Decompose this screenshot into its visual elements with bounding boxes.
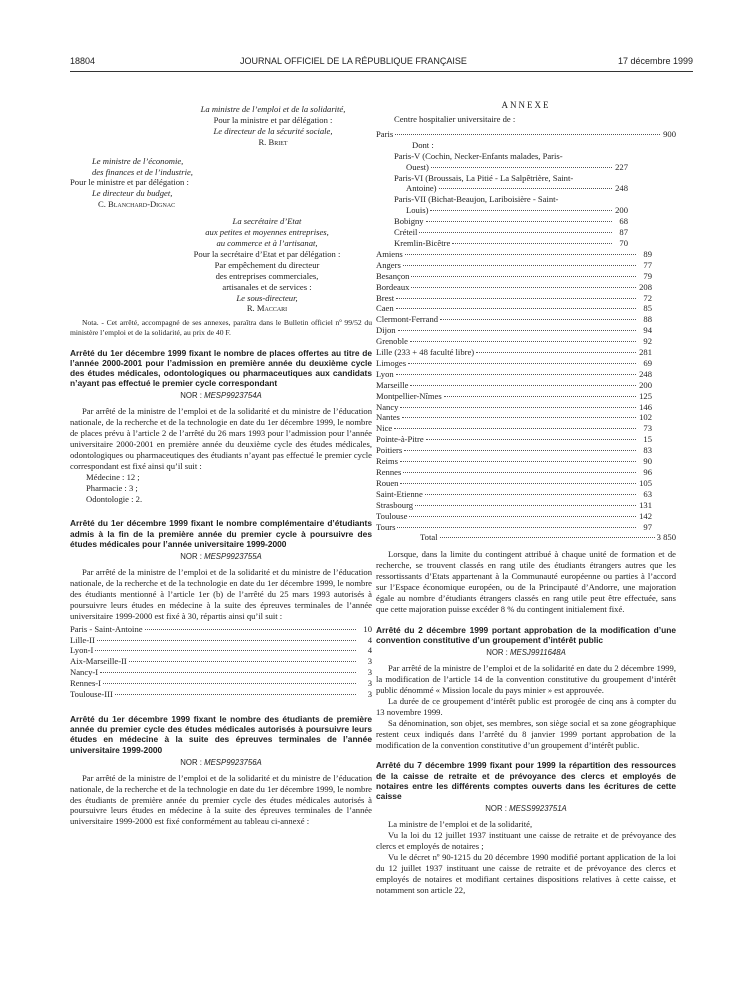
row-label: Brest [376,292,395,303]
list-item: Médecine : 12 ; [86,471,140,482]
table-row [376,303,652,314]
table-row [376,282,652,293]
decree-2-nor [70,552,372,561]
decree-4-nor [376,648,676,657]
row-label: Saint-Etienne [376,488,423,499]
table-row [394,216,628,227]
decree-1-list [70,472,372,505]
table-row [70,689,372,700]
table-row [376,249,652,260]
row-label: Rouen [376,477,399,488]
row-label: Paris-VII (Bichat-Beaujon, Lariboisière - Saint- [394,194,559,205]
signature-line: Pour le ministre et par délégation : [70,177,189,188]
decree-4-p2: La durée de ce groupement d’intérêt public est prorogée de cinq ans à compter du 13 novembre 1999. [376,695,676,717]
row-value: 92 [643,336,652,347]
row-value: 89 [643,248,652,259]
row-value: 208 [639,281,652,292]
nor-code: MESS9923751A [509,804,567,814]
row-value: 94 [643,325,652,336]
row-label: Louis) [406,205,429,216]
row-value: 125 [639,390,652,401]
row-value: 3 [367,667,372,678]
row-value: 63 [643,488,652,499]
signature-line: La ministre de l’emploi et de la solidarité, [200,104,346,114]
row-label: Bobigny [394,216,424,227]
table-row [70,656,372,667]
row-value: 77 [643,259,652,270]
table-row [376,511,652,522]
decree-2-title: Arrêté du 1er décembre 1999 fixant le nombre complémentaire d’étudiants admis à la fin de la première année du premier cycle à poursuivre des études médicales pour l’année universitaire 1999-2000 [70,518,372,549]
row-label: Dijon [376,325,396,336]
table-row [376,402,652,413]
row-value: 102 [639,412,652,423]
table-row [376,412,652,423]
table-row [376,522,652,533]
decree-1-nor [70,391,372,400]
decree-5-p2: Vu la loi du 12 juillet 1937 instituant une caisse de retraite et de prévoyance des clercs et employés de notaires ; [376,830,676,852]
row-value: 900 [663,128,676,139]
total-label: Total [420,532,438,543]
list-item: Odontologie : 2. [86,493,143,504]
table-row [394,173,628,195]
signature-block-commerce [70,216,372,314]
decree-4-p1: Par arrêté de la ministre de l’emploi et de la solidarité en date du 2 décembre 1999, la modification de l’article 14 de la convention constitutive du groupement d’intérêt public dénommé « Mission locale du pays minier » est approuvée. [376,663,676,695]
row-label: Strasbourg [376,499,414,510]
table-row [376,260,652,271]
row-label: Lyon-I [70,645,94,656]
row-label: Limoges [376,357,407,368]
header-rule [70,71,693,72]
nor-label: NOR : [486,648,508,658]
total-row [376,532,676,543]
table-row [376,467,652,478]
signature-line: des finances et de l’industrie, [92,166,193,177]
table-row [70,645,372,656]
row-label: Clermont-Ferrand [376,314,439,325]
decree-3-nor [70,758,372,767]
table-row [394,227,628,238]
nor-code: MESP9923754A [204,391,262,401]
row-label: Bordeaux [376,281,410,292]
row-value: 70 [619,237,628,248]
nor-code: MESP9923755A [204,552,262,562]
row-label: Créteil [394,227,418,238]
signatory-name: R. Maccari [246,303,288,314]
table-row [376,423,652,434]
nor-label: NOR : [485,804,507,814]
row-value: 15 [643,434,652,445]
row-value: 248 [639,368,652,379]
nor-code: MESJ9911648A [510,648,566,658]
table-row [376,380,652,391]
decree-1-title: Arrêté du 1er décembre 1999 fixant le nombre de places offertes au titre de l’année 2000-2001 pour l’admission en première année du deuxième cycle des études médicales, odontologiques ou pharmaceutiques aux candidats n’ayant pas effectué le premier cycle correspondant [70,347,372,389]
table-row [70,678,372,689]
row-value: 200 [639,379,652,390]
row-value: 87 [619,227,628,238]
table-row [376,456,652,467]
table-row [394,238,628,249]
decree-5-nor [376,804,676,813]
nor-code: MESP9923756A [204,757,262,767]
signatory-name: R. Briet [258,136,288,147]
decree-2-body: Par arrêté de la ministre de l’emploi et de la solidarité et du ministre de l’éducation nationale, de la recherche et de la technologie en date du 1er décembre 1999, le nombre des étudiants mentionné à l’article 1er (b) de l’arrêté du 25 mars 1993 autorisés à poursuivre leurs études en médecine à la suite des épreuves terminales de l’année universitaire 1999-2000 est fixé à 30, répartis ainsi qu’il suit : [70,567,372,621]
decree-1-body: Par arrêté de la ministre de l’emploi et de la solidarité et du ministre de l’éducation nationale, de la recherche et de la technologie en date du 1er décembre 1999, le nombre de places prévu à l’article 2 de l’arrêté du 26 mars 1993 pour l’admission pour l’année universitaire 2000-2001 en première année du deuxième cycle des études médicales, odontologiques ou pharmaceutiques des étudiants n’ayant pas effectué le premier cycle correspondant est fixé ainsi qu’il suit : [70,406,372,471]
row-value: 85 [643,303,652,314]
nor-label: NOR : [180,552,202,562]
row-label: Nancy-I [70,667,99,678]
row-label: Nancy [376,401,399,412]
row-label: Toulouse [376,510,408,521]
table-row [376,347,652,358]
cities-table [376,249,676,533]
row-value: 131 [639,499,652,510]
annexe-dont: Dont : [412,139,434,150]
decree-4-title: Arrêté du 2 décembre 1999 portant approbation de la modification d’une convention constitutive d’un groupement d’intérêt public [376,624,676,645]
row-label: Lyon [376,368,394,379]
table-row [376,271,652,282]
table-row [376,500,652,511]
signature-line: Pour la secrétaire d’Etat et par délégation : [193,248,341,259]
row-value: 4 [367,634,372,645]
row-value: 69 [643,357,652,368]
signature-line: Le ministre de l’économie, [92,155,184,166]
annexe-table [376,129,676,543]
right-column [376,84,676,896]
table-row [376,369,652,380]
total-value: 3 850 [656,532,676,543]
row-value: 227 [615,161,628,172]
row-label: Amiens [376,248,403,259]
decree-3-body: Par arrêté de la ministre de l’emploi et de la solidarité et du ministre de l’éducation nationale, de la recherche et de la technologie en date du 1er décembre 1999, le nombre des étudiants de première année du premier cycle des études médicales autorisés à poursuivre leurs études en médecine à la suite des épreuves terminales de l’année universitaire 1999-2000 est fixé conformément au tableau ci-annexé : [70,772,372,827]
row-value: 3 [367,689,372,700]
row-label: Caen [376,303,394,314]
row-label: Ouest) [406,161,429,172]
row-label: Antoine) [406,183,437,194]
paris-breakdown [376,151,676,249]
decree-3-title: Arrêté du 1er décembre 1999 fixant le nombre des étudiants de première année du premier cycle des études médicales autorisés à poursuivre leurs études en médecine à la suite des épreuves terminales de l’année universitaire 1999-2000 [70,713,372,755]
decree-5-p3: Vu le décret nº 90-1215 du 20 décembre 1990 modifié portant application de la loi du 12 juillet 1937 instituant une caisse de retraite et de prévoyance des clercs et employés de notaires et modifiant certaines dispositions relatives à cette caisse, et notamment son article 22, [376,851,676,895]
signature-line: au commerce et à l’artisanat, [216,237,318,248]
row-label: Paris-V (Cochin, Necker-Enfants malades, Paris- [394,150,563,161]
table-row [70,635,372,646]
row-label: Montpellier-Nîmes [376,390,442,401]
issue-date: 17 décembre 1999 [617,56,693,66]
row-label: Tours [376,521,396,532]
table-row [376,391,652,402]
row-label: Nice [376,423,393,434]
signature-line: La secrétaire d’Etat [232,216,302,227]
decree-2-table [70,624,372,700]
row-label: Poitiers [376,445,403,456]
row-value: 10 [363,623,372,634]
signature-line: Le sous-directeur, [236,292,298,303]
row-value: 146 [639,401,652,412]
signatory-name: C. Blanchard-Dignac [98,199,176,210]
row-label: Paris - Saint-Antoine [70,623,143,634]
row-label: Paris-VI (Broussais, La Pitié - La Salpêtrière, Saint- [394,172,574,183]
row-value: 248 [615,183,628,194]
signature-line: Le directeur de la sécurité sociale, [213,125,333,136]
row-label: Kremlin-Bicêtre [394,237,451,248]
row-value: 73 [643,423,652,434]
nota-text: Nota. - Cet arrêté, accompagné de ses annexes, paraîtra dans le Bulletin officiel nº 99/52 du ministère l’emploi et de la solidarité, au prix de 40 F. [70,318,372,337]
annexe-subtitle: Centre hospitalier universitaire de : [394,114,516,124]
row-label: Paris [376,128,394,139]
signature-line: Le directeur du budget, [92,188,173,199]
row-value: 88 [643,314,652,325]
row-label: Rennes [376,467,402,477]
row-label: Nantes [376,412,400,423]
row-value: 79 [643,270,652,281]
row-value: 281 [639,347,652,358]
table-row [376,325,652,336]
table-row [70,667,372,678]
row-label: Angers [376,259,401,270]
row-label: Lille (233 + 48 faculté libre) [376,347,475,358]
row-value: 90 [643,456,652,467]
signature-line: artisanales et de services : [222,281,312,292]
row-label: Marseille [376,379,409,390]
annexe-paragraph: Lorsque, dans la limite du contingent attribué à chaque unité de formation et de recherche, se trouvent classés en rang utile des étudiants étrangers autres que les ressortissants d’Etats appartenant à la Communauté européenne ou parties à l’accord sur l’Espace économique européen, ou de la Principauté d’Andorre, une majoration égale au nombre d’étudiants étrangers classés en rang utile peut être effectuée, sans que cette majoration puisse excéder 8 % du contingent initialement fixé. [376,549,676,614]
row-label: Toulouse-III [70,689,113,700]
table-row [376,445,652,456]
row-label: Reims [376,456,398,467]
row-value: 97 [643,521,652,532]
table-row [376,489,652,500]
nor-label: NOR : [180,757,202,767]
row-value: 142 [639,510,652,521]
signature-line: Pour la ministre et par délégation : [213,114,333,125]
signature-block-economie [70,156,372,211]
table-row [376,358,652,369]
nor-label: NOR : [180,391,202,401]
table-row [376,314,652,325]
decree-5-title: Arrêté du 7 décembre 1999 fixant pour 1999 la répartition des ressources de la caisse de retraite et de prévoyance des clercs et employés de notaires entre les différents comptes ouverts dans les écritures de cette caisse [376,760,676,802]
row-value: 72 [643,292,652,303]
table-row [376,434,652,445]
table-row [70,624,372,635]
row-label: Aix-Marseille-II [70,656,127,667]
list-item: Pharmacie : 3 ; [86,482,138,493]
row-value: 83 [643,445,652,456]
table-row [376,478,652,489]
journal-title: JOURNAL OFFICIEL DE LA RÉPUBLIQUE FRANÇAISE [240,56,467,66]
signature-line: aux petites et moyennes entreprises, [205,227,329,238]
decree-5-p1: La ministre de l’emploi et de la solidarité, [388,819,533,830]
row-label: Rennes-I [70,678,102,689]
signature-block-emploi [70,104,372,148]
row-value: 3 [367,678,372,689]
annexe-title: ANNEXE [501,100,551,110]
table-row [394,194,628,216]
signature-line: Par empêchement du directeur [214,259,320,270]
table-row [394,151,628,173]
table-row [376,336,652,347]
signature-line: des entreprises commerciales, [215,270,319,281]
row-value: 105 [639,477,652,488]
row-label: Grenoble [376,336,408,347]
row-value: 4 [367,645,372,656]
page-number: 18804 [70,56,96,66]
row-label: Pointe-à-Pitre [376,434,424,445]
table-row [376,293,652,304]
row-value: 68 [619,216,628,227]
left-column [70,84,372,827]
row-label: Lille-II [70,634,95,645]
row-label: Besançon [376,270,410,281]
row-value: 200 [615,205,628,216]
table-row [376,129,676,140]
row-value: 96 [643,467,652,477]
row-value: 3 [367,656,372,667]
decree-4-p3: Sa dénomination, son objet, ses membres, son siège social et sa zone géographique restent ceux indiqués dans l’arrêté du 8 janvier 1999 portant approbation de la modification de la convention constitutive d’un groupement d’intérêt public. [376,717,676,750]
